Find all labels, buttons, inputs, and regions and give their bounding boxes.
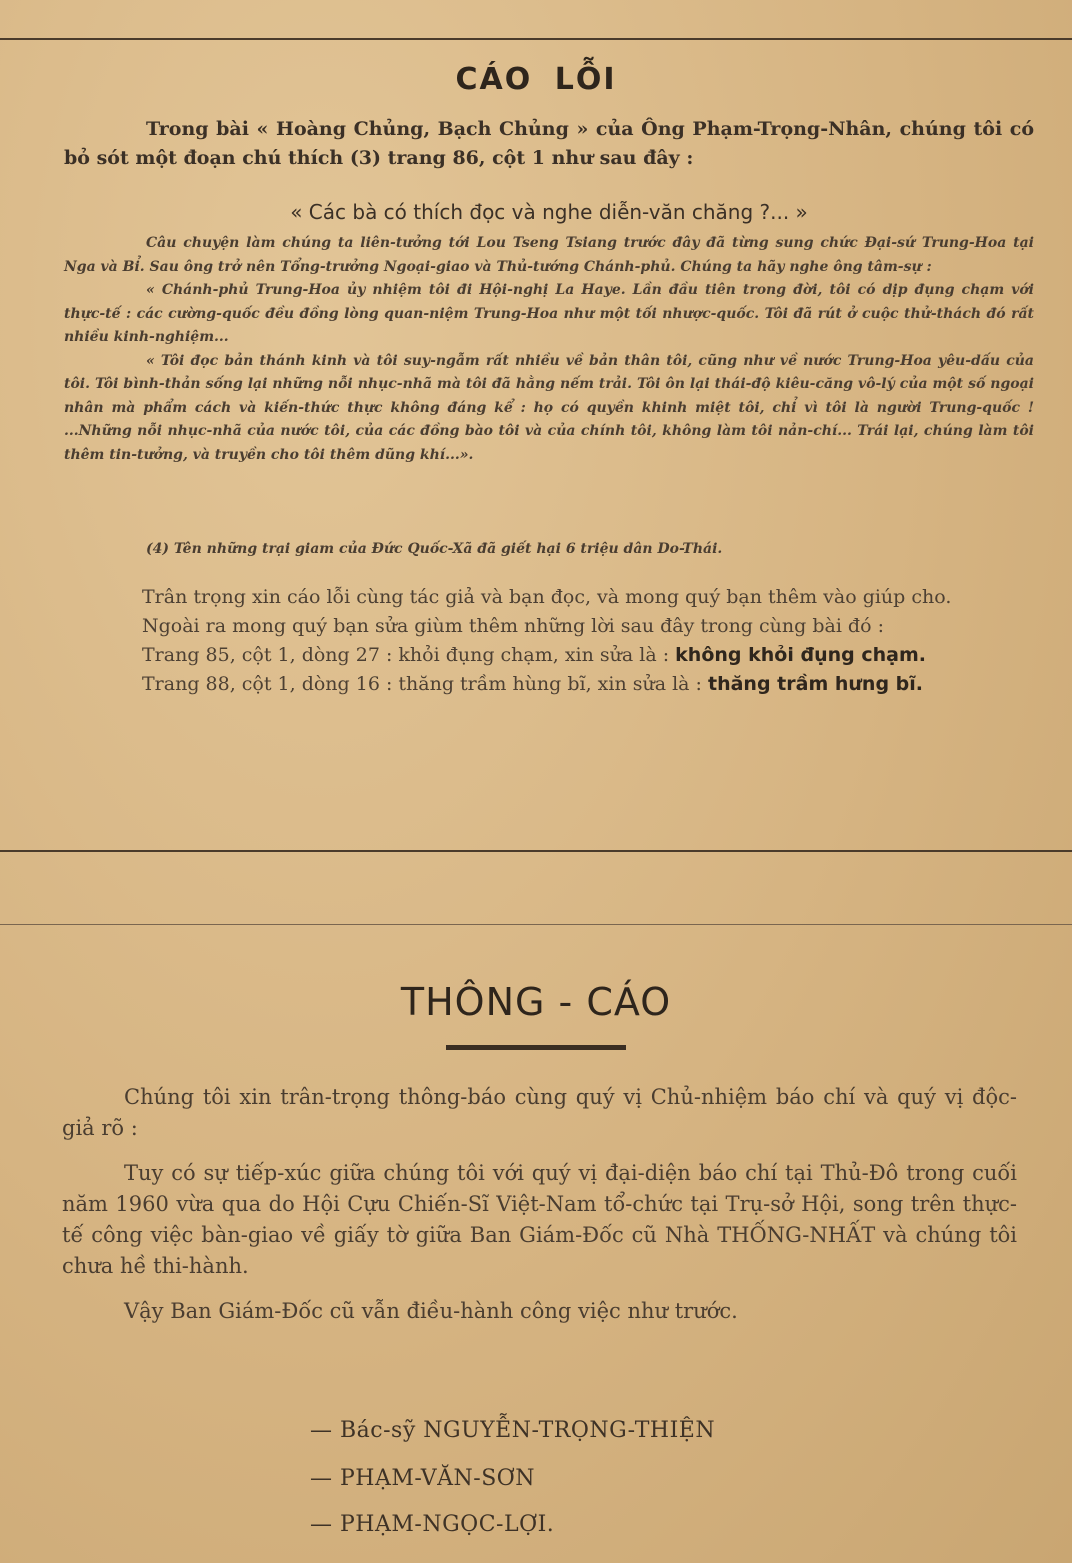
fix-1-bold: không khỏi đụng chạm. bbox=[675, 644, 926, 666]
apology-text: Trân trọng xin cáo lỗi cùng tác giả và bạn đọc, và mong quý bạn thêm vào giúp cho. bbox=[142, 586, 952, 608]
notice-paragraph: Chúng tôi xin trân-trọng thông-báo cùng quý vị Chủ-nhiệm báo chí và quý vị độc-giả rõ : bbox=[62, 1085, 1017, 1140]
footnote-block bbox=[64, 232, 1034, 467]
correction-title: CÁO LỖI bbox=[455, 62, 617, 97]
notice-title: THÔNG - CÁO bbox=[400, 980, 672, 1024]
top-rule bbox=[0, 38, 1072, 40]
notice-paragraph: Tuy có sự tiếp-xúc giữa chúng tôi với quý vị đại-diện báo chí tại Thủ-Đô trong cuối năm 1960 vừa qua do Hội Cựu Chiến-Sĩ Việt-Nam tổ-chức tại Trụ-sở Hội, song trên thực-tế công việc bàn-giao về giấy tờ giữa Ban Giám-Đốc cũ Nhà THỐNG-NHẤT và chúng tôi chưa hề thi-hành. bbox=[62, 1161, 1017, 1278]
fix-2 bbox=[64, 670, 1029, 699]
signature-line: — PHẠM-NGỌC-LỢI. bbox=[310, 1512, 555, 1537]
apology-block bbox=[64, 583, 1029, 699]
notice-paragraph: Vậy Ban Giám-Đốc cũ vẫn điều-hành công việc như trước. bbox=[124, 1299, 738, 1323]
correction-intro: Trong bài « Hoàng Chủng, Bạch Chủng » của Ông Phạm-Trọng-Nhân, chúng tôi có bỏ sót một đoạn chú thích (3) trang 86, cột 1 như sau đây : bbox=[64, 118, 1034, 169]
signature-line: — Bác-sỹ NGUYỄN-TRỌNG-THIỆN bbox=[310, 1418, 716, 1443]
footnote-paragraph: « Tôi đọc bản thánh kinh và tôi suy-ngẫm rất nhiều về bản thân tôi, cũng như về nước Trung-Hoa yêu-dấu của tôi. Tôi bình-thản sống lại những nỗi nhục-nhã mà tôi đã hằng nếm trải. Tôi ôn lại thái-độ kiêu-căng vô-lý của một số ngoại nhân mà phẩm cách và kiến-thức thực không đáng kể : họ có quyền khinh miệt tôi, chỉ vì tôi là người Trung-quốc ! ...Những nỗi nhục-nhã của nước tôi, của các đồng bào tôi và của chính tôi, không làm tôi nản-chí... Trái lại, chúng làm tôi thêm tin-tưởng, và truyền cho tôi thêm dũng khí...». bbox=[64, 352, 1034, 463]
section-divider-thin bbox=[0, 924, 1072, 925]
notice-title-underline bbox=[446, 1045, 626, 1050]
correction-quote: « Các bà có thích đọc và nghe diễn-văn chăng ?... » bbox=[290, 200, 808, 224]
footnote-paragraph: « Chánh-phủ Trung-Hoa ủy nhiệm tôi đi Hội-nghị La Haye. Lần đầu tiên trong đời, tôi có dịp đụng chạm với thực-tế : các cường-quốc đều đồng lòng quan-niệm Trung-Hoa như một tối nhược-quốc. Tôi đã rút ở cuộc thử-thách đó rất nhiều kinh-nghiệm... bbox=[64, 282, 1034, 345]
fix-1-text: Trang 85, cột 1, dòng 27 : khỏi đụng chạm, xin sửa là : bbox=[142, 644, 670, 666]
also-text: Ngoài ra mong quý bạn sửa giùm thêm những lời sau đây trong cùng bài đó : bbox=[142, 615, 884, 637]
footnote-paragraph: Câu chuyện làm chúng ta liên-tưởng tới Lou Tseng Tsiang trước đây đã từng sung chức Đại-sứ Trung-Hoa tại Nga và Bỉ. Sau ông trở nên Tổng-trưởng Ngoại-giao và Thủ-tướng Chánh-phủ. Chúng ta hãy nghe ông tâm-sự : bbox=[64, 235, 1034, 275]
notice-body bbox=[62, 1082, 1017, 1341]
footnote-4: (4) Tên những trại giam của Đức Quốc-Xã đã giết hại 6 triệu dân Do-Thái. bbox=[146, 541, 723, 557]
fix-2-text: Trang 88, cột 1, dòng 16 : thăng trầm hùng bĩ, xin sửa là : bbox=[142, 673, 702, 695]
fix-2-bold: thăng trầm hưng bĩ. bbox=[708, 673, 923, 695]
fix-1 bbox=[64, 641, 1029, 670]
section-divider bbox=[0, 850, 1072, 852]
signature-line: — PHẠM-VĂN-SƠN bbox=[310, 1466, 536, 1491]
